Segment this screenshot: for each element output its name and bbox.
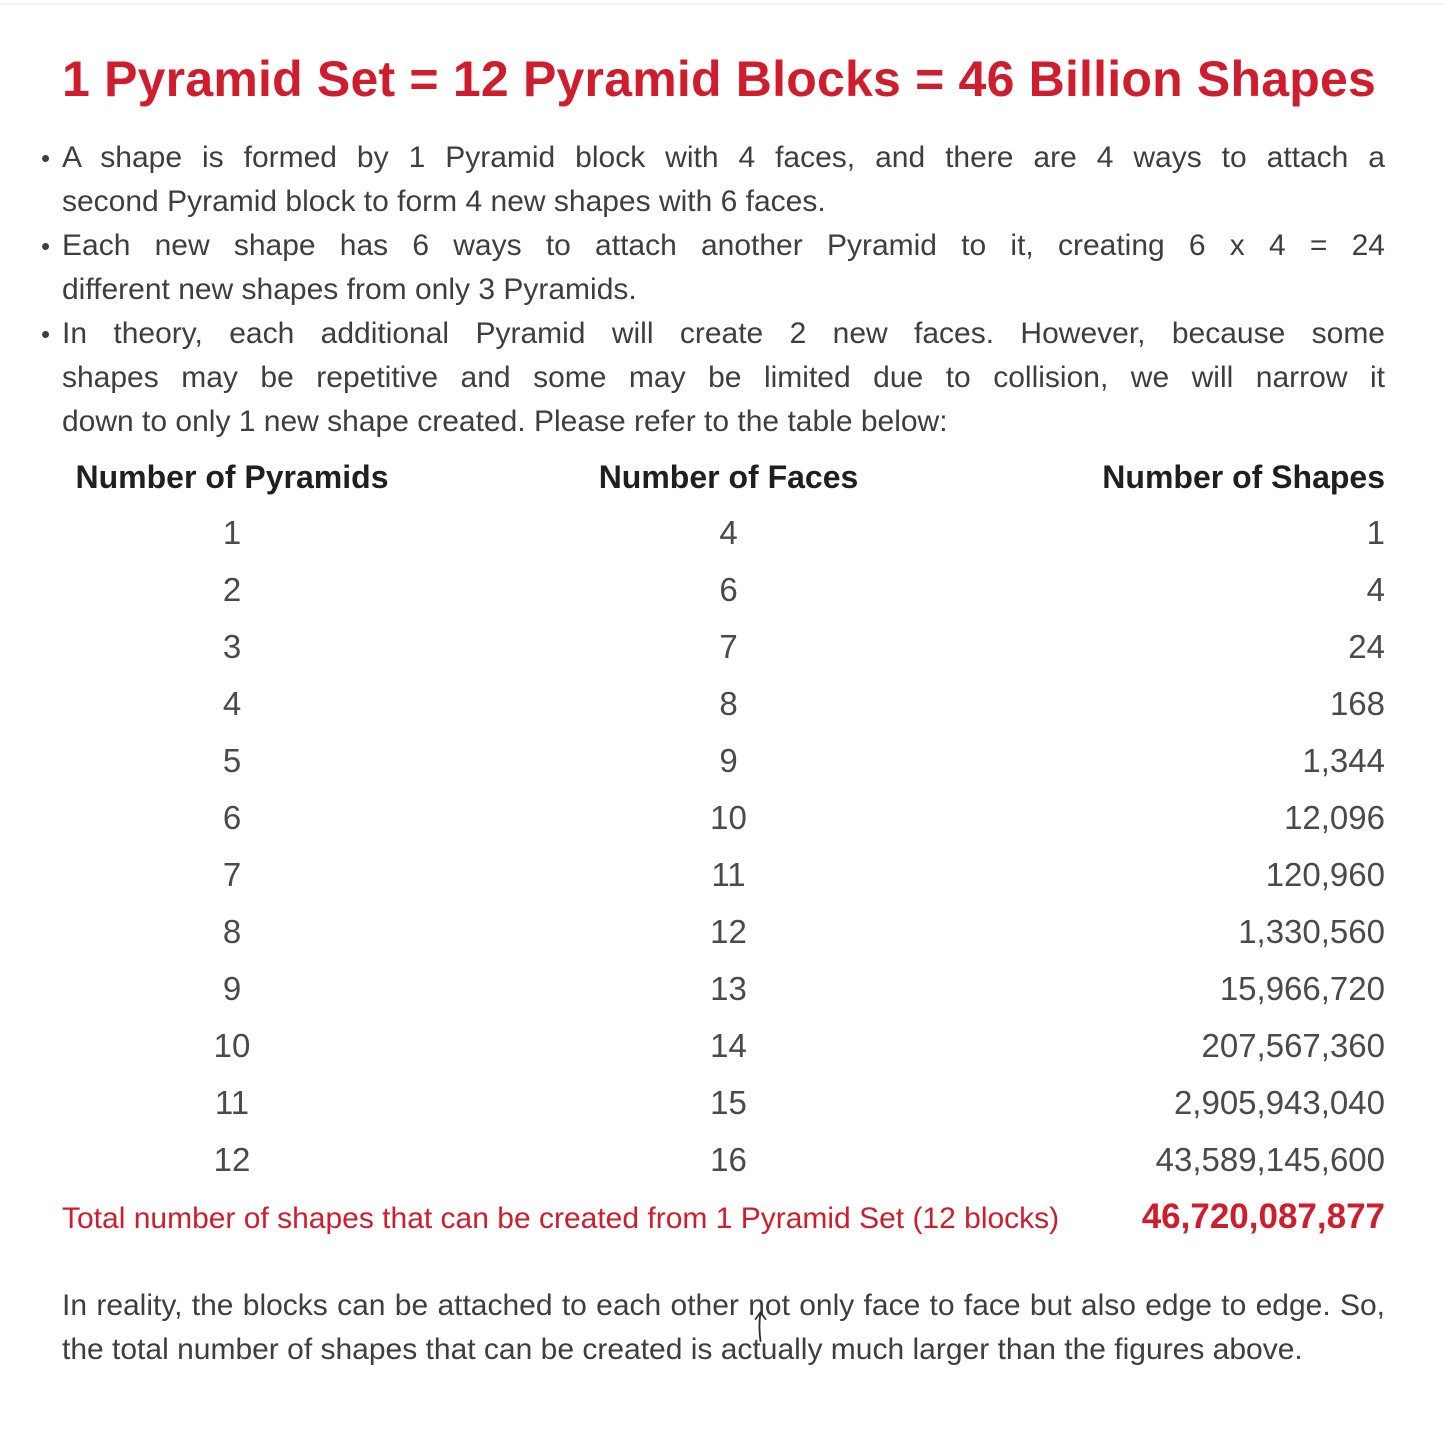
table-row — [62, 1131, 1385, 1188]
list-item — [41, 312, 1385, 444]
faces-cell: 9 — [719, 742, 738, 779]
shapes-cell: 168 — [1329, 685, 1385, 722]
faces-cell: 16 — [710, 1141, 747, 1178]
faces-cell: 12 — [710, 913, 747, 950]
table-row — [62, 903, 1385, 960]
table-row — [62, 846, 1385, 903]
table-body — [62, 504, 1385, 1188]
table-row — [62, 1074, 1385, 1131]
shapes-cell: 2,905,943,040 — [1173, 1084, 1385, 1121]
bullet-line: In theory, each additional Pyramid will create 2 new faces. However, because some — [62, 317, 1385, 350]
shapes-cell: 207,567,360 — [1201, 1027, 1385, 1064]
pyramids-cell: 11 — [214, 1084, 250, 1121]
bullet-line: down to only 1 new shape created. Please refer to the table below: — [62, 405, 948, 438]
faces-cell: 11 — [711, 856, 746, 893]
shapes-table — [62, 458, 1385, 1242]
table-row — [62, 732, 1385, 789]
shapes-cell: 43,589,145,600 — [1155, 1141, 1385, 1178]
faces-cell: 10 — [710, 799, 747, 836]
bullet-line: shapes may be repetitive and some may be limited due to collision, we will narrow it — [62, 361, 1385, 394]
footer-line: In reality, the blocks can be attached to each other not only face to face but also edge to edge. So, — [62, 1289, 1385, 1322]
shapes-cell: 1,330,560 — [1238, 913, 1385, 950]
pyramids-cell: 8 — [222, 913, 242, 950]
footer-paragraph — [62, 1284, 1385, 1372]
table-row — [62, 789, 1385, 846]
table-header-row — [62, 458, 1385, 496]
column-header-pyramids: Number of Pyramids — [75, 459, 389, 495]
shapes-cell: 12,096 — [1284, 799, 1385, 836]
table-total-row — [62, 1194, 1385, 1242]
bullet-line: A shape is formed by 1 Pyramid block with 4 faces, and there are 4 ways to attach a — [62, 141, 1385, 174]
table-row — [62, 675, 1385, 732]
total-value: 46,720,087,877 — [1141, 1197, 1385, 1236]
list-item — [41, 224, 1385, 312]
pyramids-cell: 2 — [222, 571, 242, 608]
page-title: 1 Pyramid Set = 12 Pyramid Blocks = 46 Billion Shapes — [62, 51, 1376, 107]
shapes-cell: 24 — [1348, 628, 1385, 665]
pyramids-cell: 7 — [222, 856, 242, 893]
shapes-cell: 4 — [1366, 571, 1385, 608]
pyramids-cell: 9 — [222, 970, 242, 1007]
table-row — [62, 504, 1385, 561]
page-top-edge — [0, 3, 1445, 5]
pyramids-cell: 5 — [222, 742, 242, 779]
bullet-icon: • — [41, 319, 51, 349]
faces-cell: 15 — [710, 1084, 747, 1121]
pyramids-cell: 12 — [213, 1141, 251, 1178]
faces-cell: 14 — [710, 1027, 747, 1064]
faces-cell: 7 — [719, 628, 738, 665]
list-item — [41, 136, 1385, 224]
table-row — [62, 561, 1385, 618]
bullet-line: Each new shape has 6 ways to attach another Pyramid to it, creating 6 x 4 = 24 — [62, 229, 1385, 262]
pyramids-cell: 10 — [213, 1027, 251, 1064]
pyramids-cell: 6 — [222, 799, 242, 836]
shapes-cell: 1 — [1366, 514, 1385, 551]
footer-line: the total number of shapes that can be created is actually much larger than the figures above. — [62, 1333, 1303, 1366]
bullet-icon: • — [41, 143, 51, 173]
bullet-icon: • — [41, 231, 51, 261]
table-row — [62, 960, 1385, 1017]
column-header-faces: Number of Faces — [598, 459, 859, 495]
total-label: Total number of shapes that can be created from 1 Pyramid Set (12 blocks) — [62, 1202, 1060, 1235]
bullet-line: second Pyramid block to form 4 new shapes with 6 faces. — [62, 185, 826, 218]
faces-cell: 6 — [719, 571, 738, 608]
pyramids-cell: 1 — [222, 514, 242, 551]
shapes-cell: 120,960 — [1265, 856, 1385, 893]
table-row — [62, 618, 1385, 675]
bullet-list — [41, 136, 1385, 444]
table-row — [62, 1017, 1385, 1074]
bullet-line: different new shapes from only 3 Pyramids. — [62, 273, 637, 306]
faces-cell: 4 — [719, 514, 738, 551]
pyramids-cell: 3 — [222, 628, 242, 665]
faces-cell: 13 — [710, 970, 747, 1007]
faces-cell: 8 — [719, 685, 738, 722]
shapes-cell: 15,966,720 — [1219, 970, 1385, 1007]
pyramids-cell: 4 — [222, 685, 242, 722]
shapes-cell: 1,344 — [1302, 742, 1385, 779]
column-header-shapes: Number of Shapes — [1102, 459, 1385, 495]
